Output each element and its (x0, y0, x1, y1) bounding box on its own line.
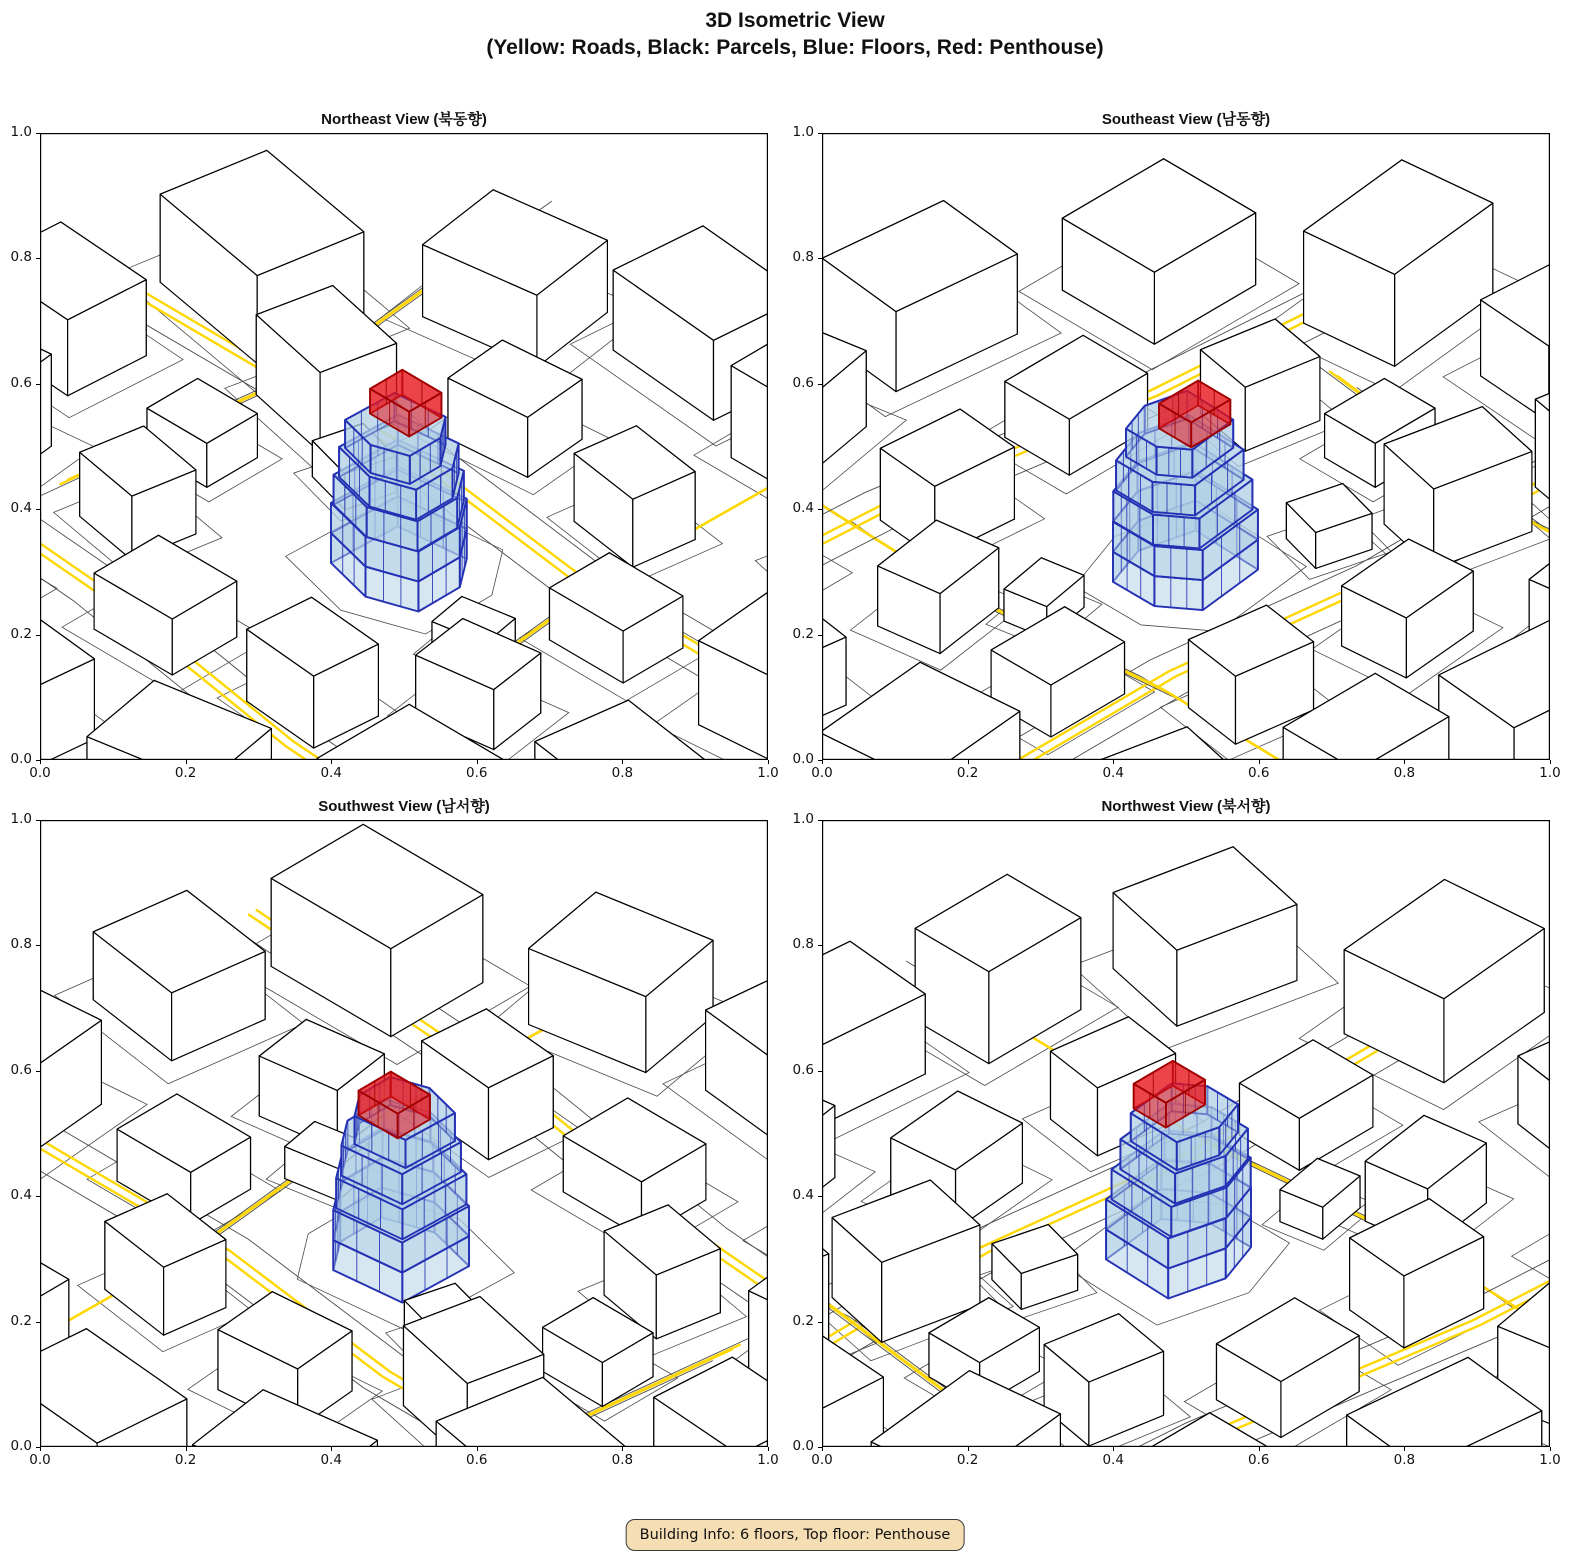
y-tick-mark (36, 1196, 40, 1197)
y-tick-label: 0.4 (10, 500, 32, 517)
y-tick-mark (818, 1322, 822, 1323)
y-tick-label: 0.8 (10, 936, 32, 953)
y-tick-label: 0.0 (10, 751, 32, 767)
y-tick-mark (818, 384, 822, 385)
x-tick-label: 0.2 (174, 765, 197, 781)
y-tick-label: 0.8 (792, 249, 814, 266)
panel-title-southeast: Southeast View (남동향) (1101, 111, 1271, 128)
target-floor (1154, 576, 1202, 610)
target-floor (1153, 515, 1199, 549)
x-tick-label: 0.4 (320, 1452, 342, 1468)
x-tick-mark (622, 760, 623, 764)
x-tick-mark (1259, 1447, 1260, 1451)
x-tick-mark (40, 760, 41, 764)
x-tick-label: 0.0 (811, 1452, 833, 1468)
y-tick-label: 0.8 (792, 936, 814, 953)
figure-title-line2: (Yellow: Roads, Black: Parcels, Blue: Floors, Red: Penthouse) (486, 36, 1104, 59)
y-tick-label: 0.4 (10, 1187, 32, 1204)
y-tick-label: 0.6 (10, 1061, 32, 1078)
panel-title-southwest: Southwest View (남서향) (318, 798, 490, 815)
x-tick-label: 0.0 (29, 765, 51, 781)
x-tick-label: 0.2 (956, 765, 979, 781)
y-tick-mark (818, 945, 822, 946)
y-tick-mark (818, 1071, 822, 1072)
y-tick-mark (36, 133, 40, 134)
x-tick-label: 1.0 (757, 1452, 779, 1468)
y-tick-mark (818, 635, 822, 636)
x-tick-label: 0.6 (466, 765, 488, 781)
x-tick-label: 0.8 (1393, 1452, 1416, 1468)
y-tick-label: 0.2 (792, 625, 814, 642)
x-tick-mark (186, 1447, 187, 1451)
x-tick-label: 1.0 (757, 765, 779, 781)
x-tick-mark (822, 760, 823, 764)
x-tick-mark (331, 1447, 332, 1451)
x-tick-mark (1550, 760, 1551, 764)
x-tick-mark (1113, 760, 1114, 764)
x-tick-mark (186, 760, 187, 764)
x-tick-mark (622, 1447, 623, 1451)
y-tick-label: 1.0 (792, 811, 814, 827)
y-tick-mark (36, 1071, 40, 1072)
x-tick-mark (1113, 1447, 1114, 1451)
x-tick-label: 0.6 (1248, 1452, 1270, 1468)
y-tick-label: 0.0 (792, 751, 814, 767)
target-floor (1153, 482, 1196, 516)
x-tick-mark (477, 1447, 478, 1451)
axes-southwest (40, 820, 768, 1447)
y-tick-label: 0.2 (792, 1312, 814, 1329)
y-tick-mark (36, 258, 40, 259)
y-tick-mark (36, 760, 40, 761)
y-tick-label: 0.6 (792, 374, 814, 391)
y-tick-mark (36, 1322, 40, 1323)
y-tick-mark (818, 760, 822, 761)
x-tick-mark (1404, 760, 1405, 764)
x-tick-label: 0.4 (320, 765, 342, 781)
y-tick-label: 0.4 (792, 1187, 814, 1204)
x-tick-mark (40, 1447, 41, 1451)
figure-title (0, 7, 1590, 61)
panel-title-northwest: Northwest View (북서향) (1101, 798, 1271, 815)
y-tick-mark (818, 258, 822, 259)
y-tick-mark (36, 635, 40, 636)
y-tick-mark (36, 820, 40, 821)
panel-title-northeast: Northeast View (북동향) (321, 111, 487, 128)
y-tick-label: 0.8 (10, 249, 32, 266)
x-tick-mark (968, 760, 969, 764)
x-tick-label: 0.8 (611, 765, 634, 781)
y-tick-label: 0.2 (10, 625, 32, 642)
y-tick-label: 1.0 (10, 811, 32, 827)
x-tick-mark (1259, 760, 1260, 764)
y-tick-mark (36, 1447, 40, 1448)
y-tick-mark (36, 945, 40, 946)
x-tick-label: 0.8 (611, 1452, 634, 1468)
y-tick-label: 0.6 (792, 1061, 814, 1078)
y-tick-mark (818, 509, 822, 510)
y-tick-label: 0.6 (10, 374, 32, 391)
x-tick-mark (477, 760, 478, 764)
x-tick-mark (1550, 1447, 1551, 1451)
axes-southeast (822, 133, 1550, 760)
x-tick-mark (331, 760, 332, 764)
y-tick-mark (36, 384, 40, 385)
y-tick-mark (818, 1196, 822, 1197)
target-floor (1157, 447, 1193, 478)
figure-title-line1: 3D Isometric View (705, 9, 885, 32)
x-tick-label: 0.4 (1102, 765, 1124, 781)
y-tick-label: 0.4 (792, 500, 814, 517)
x-tick-label: 0.6 (466, 1452, 488, 1468)
x-tick-label: 1.0 (1539, 1452, 1561, 1468)
y-tick-mark (818, 820, 822, 821)
x-tick-label: 1.0 (1539, 765, 1561, 781)
x-tick-mark (822, 1447, 823, 1451)
x-tick-label: 0.8 (1393, 765, 1416, 781)
y-tick-label: 1.0 (10, 124, 32, 140)
y-tick-label: 0.0 (10, 1438, 32, 1454)
target-floor (1154, 546, 1202, 580)
y-tick-mark (818, 133, 822, 134)
y-tick-mark (36, 509, 40, 510)
x-tick-label: 0.0 (811, 765, 833, 781)
y-tick-mark (818, 1447, 822, 1448)
x-tick-label: 0.2 (956, 1452, 979, 1468)
x-tick-label: 0.6 (1248, 765, 1270, 781)
x-tick-mark (1404, 1447, 1405, 1451)
axes-northeast (40, 133, 768, 760)
x-tick-label: 0.0 (29, 1452, 51, 1468)
x-tick-mark (968, 1447, 969, 1451)
building-info-badge: Building Info: 6 floors, Top floor: Penthouse (626, 1519, 965, 1551)
y-tick-label: 0.0 (792, 1438, 814, 1454)
y-tick-label: 0.2 (10, 1312, 32, 1329)
axes-northwest (822, 820, 1550, 1447)
y-tick-label: 1.0 (792, 124, 814, 140)
x-tick-label: 0.4 (1102, 1452, 1124, 1468)
x-tick-label: 0.2 (174, 1452, 197, 1468)
